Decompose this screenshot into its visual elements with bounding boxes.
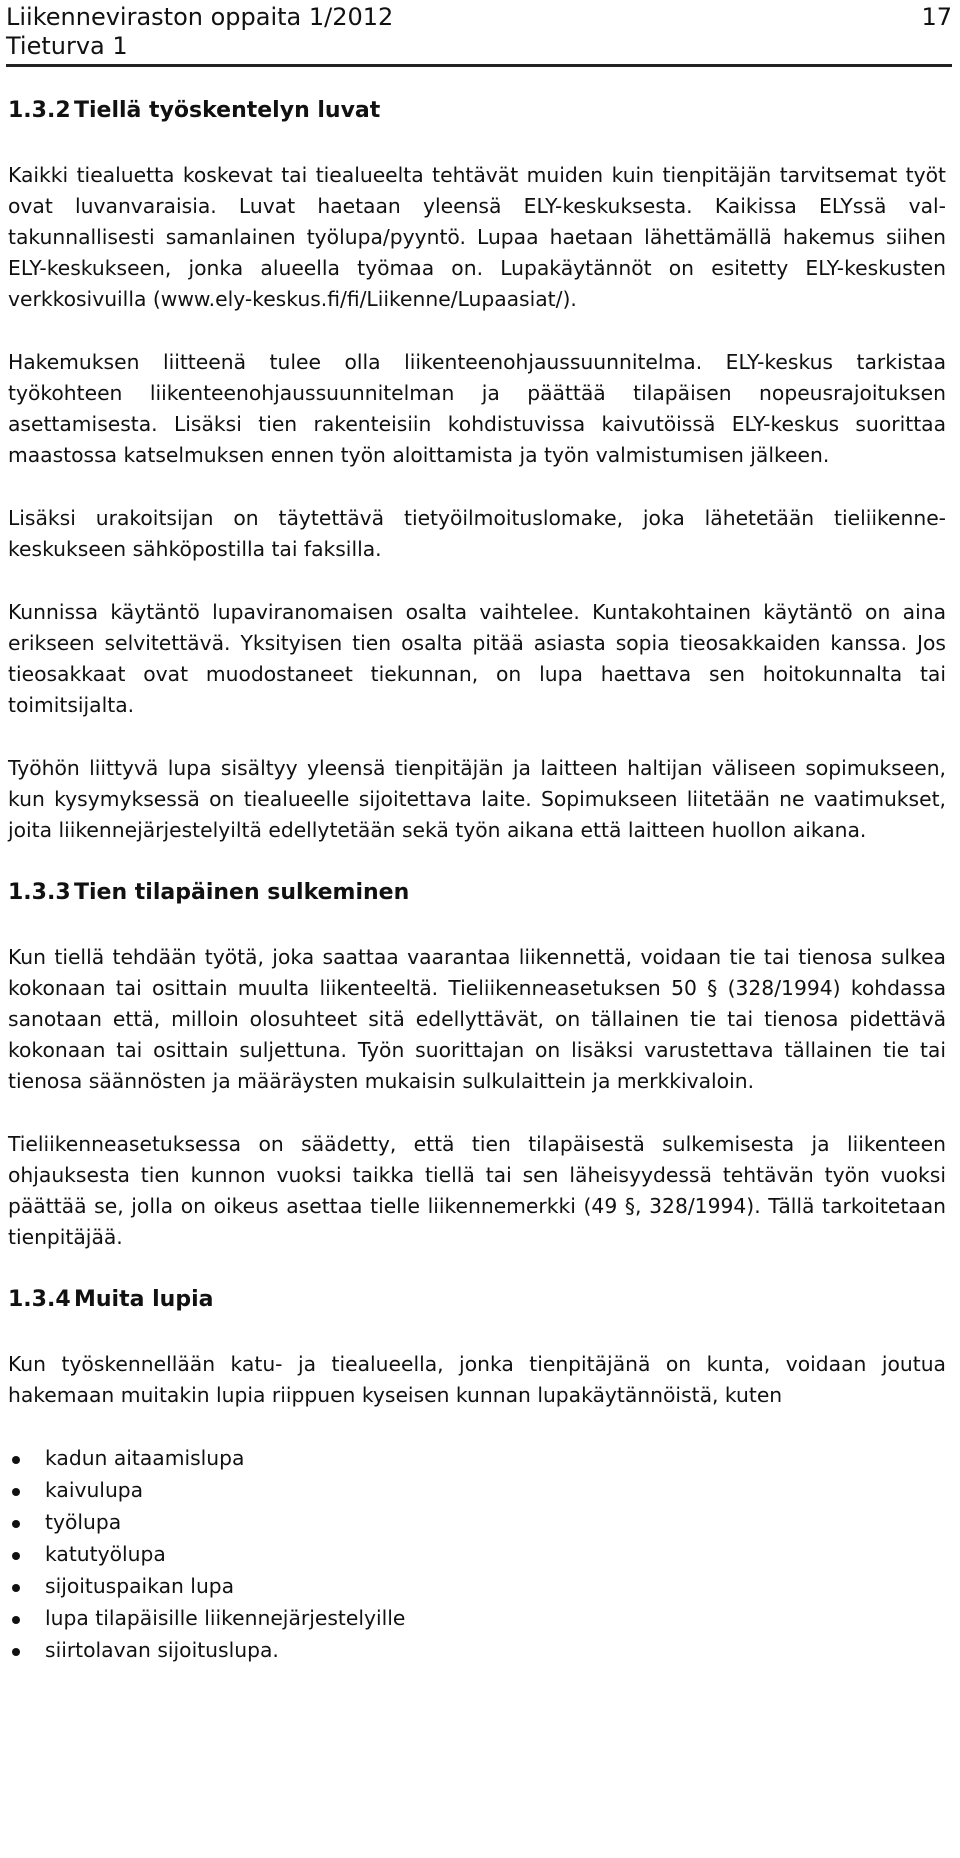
list-item — [8, 1635, 946, 1667]
bullet-icon — [12, 1648, 20, 1656]
paragraph: Tieliikenneasetuksessa on säädetty, että tien tilapäisestä sulkemisesta ja liikenteen ohjauksesta tien kunnon vuoksi taikka tiellä tai sen läheisyydessä tehtävän työn vuoksi päättää se, jolla on oikeus asettaa tielle liikennemerkki (49 §, 328/1994). Tällä tarkoitetaan tienpitäjää. — [8, 1132, 946, 1249]
list-item-text: kadun aitaamislupa — [45, 1446, 245, 1470]
list-item-text: lupa tilapäisille liikennejärjestelyille — [45, 1606, 406, 1630]
publication-title: Liikenneviraston oppaita 1/2012 — [6, 3, 394, 31]
section-title: Muita lupia — [74, 1287, 214, 1312]
paragraph: Kun tiellä tehdään työtä, joka saattaa vaarantaa liikennettä, voidaan tie tai tienosa sulkea kokonaan tai osittain muulta liikenteeltä. Tieliikenneasetuksen 50 § (328/1994) kohdassa sanotaan että, milloin olosuhteet sitä edellyttävät, on tällainen tie tai tienosa pidettävä kokonaan tai osittain suljettuna. Työn suorittajan on lisäksi varustettava tällainen tie tai tienosa säännösten ja määräysten mukaisin sulkulaittein ja merkkivaloin. — [8, 945, 946, 1093]
list-item-text: katutyölupa — [45, 1542, 166, 1566]
list-item — [8, 1507, 946, 1539]
section-number: 1.3.3 — [8, 880, 71, 905]
page-number: 17 — [921, 3, 952, 31]
list-item — [8, 1603, 946, 1635]
list-item-text: siirtolavan sijoituslupa. — [45, 1638, 279, 1662]
list-item-text: kaivulupa — [45, 1478, 144, 1502]
paragraph: Lisäksi urakoitsijan on täytettävä tietyöilmoituslomake, joka lähetetään tieliikennekeskukseen sähköpostilla tai faksilla. — [8, 506, 946, 561]
paragraph: Hakemuksen liitteenä tulee olla liikenteenohjaussuunnitelma. ELY-keskus tarkistaa työkohteen liikenteenohjaussuunnitelman ja päättää tilapäisen nopeusrajoituksen asettamisesta. Lisäksi tien rakenteisiin kohdistuvissa kaivutöissä ELY-keskus suorittaa maastossa katselmuksen ennen työn aloittamista ja työn valmistumisen jälkeen. — [8, 350, 946, 467]
bullet-icon — [12, 1520, 20, 1528]
section-heading — [8, 878, 946, 908]
section-title: Tien tilapäinen sulkeminen — [74, 880, 410, 905]
bullet-icon — [12, 1552, 20, 1560]
list-item-text: sijoituspaikan lupa — [45, 1574, 235, 1598]
paragraph: Kun työskennellään katu- ja tiealueella, jonka tienpitäjänä on kunta, voidaan joutua hakemaan muitakin lupia riippuen kyseisen kunnan lupakäytännöistä, kuten — [8, 1352, 946, 1407]
series-title: Tieturva 1 — [6, 32, 128, 60]
section-number: 1.3.2 — [8, 98, 71, 123]
paragraph: Kaikki tiealuetta koskevat tai tiealueelta tehtävät muiden kuin tienpitäjän tarvitsemat työt ovat luvanvaraisia. Luvat haetaan yleensä ELY-keskuksesta. Kaikissa ELYssä valtakunnallisesti samanlainen työlupa/pyyntö. Lupaa haetaan lähettämällä hakemus siihen ELY-keskukseen, jonka alueella työmaa on. Lupakäytännöt on esitetty ELY-keskusten verkkosivuilla (www.ely-keskus.fi/fi/Liikenne/Lupaasiat/). — [8, 163, 946, 311]
bullet-icon — [12, 1616, 20, 1624]
bullet-icon — [12, 1456, 20, 1464]
bullet-icon — [12, 1584, 20, 1592]
list-item — [8, 1443, 946, 1475]
section-title: Tiellä työskentelyn luvat — [74, 98, 381, 123]
paragraph: Kunnissa käytäntö lupaviranomaisen osalta vaihtelee. Kuntakohtainen käytäntö on aina erikseen selvitettävä. Yksityisen tien osalta pitää asiasta sopia tieosakkaiden kanssa. Jos tieosakkaat ovat muodostaneet tiekunnan, on lupa haettava sen hoitokunnalta tai toimitsijalta. — [8, 600, 946, 717]
list-item — [8, 1475, 946, 1507]
paragraph: Työhön liittyvä lupa sisältyy yleensä tienpitäjän ja laitteen haltijan väliseen sopimukseen, kun kysymyksessä on tiealueelle sijoitettava laite. Sopimukseen liitetään ne vaatimukset, joita liikennejärjestelyiltä edellytetään sekä työn aikana että laitteen huollon aikana. — [8, 756, 946, 842]
bullet-icon — [12, 1488, 20, 1496]
header-rule — [6, 64, 952, 67]
document-body — [8, 96, 946, 1667]
permit-list — [8, 1443, 946, 1667]
list-item — [8, 1539, 946, 1571]
list-item — [8, 1571, 946, 1603]
section-heading — [8, 1285, 946, 1315]
section-number: 1.3.4 — [8, 1287, 71, 1312]
list-item-text: työlupa — [45, 1510, 122, 1534]
section-heading — [8, 96, 946, 126]
